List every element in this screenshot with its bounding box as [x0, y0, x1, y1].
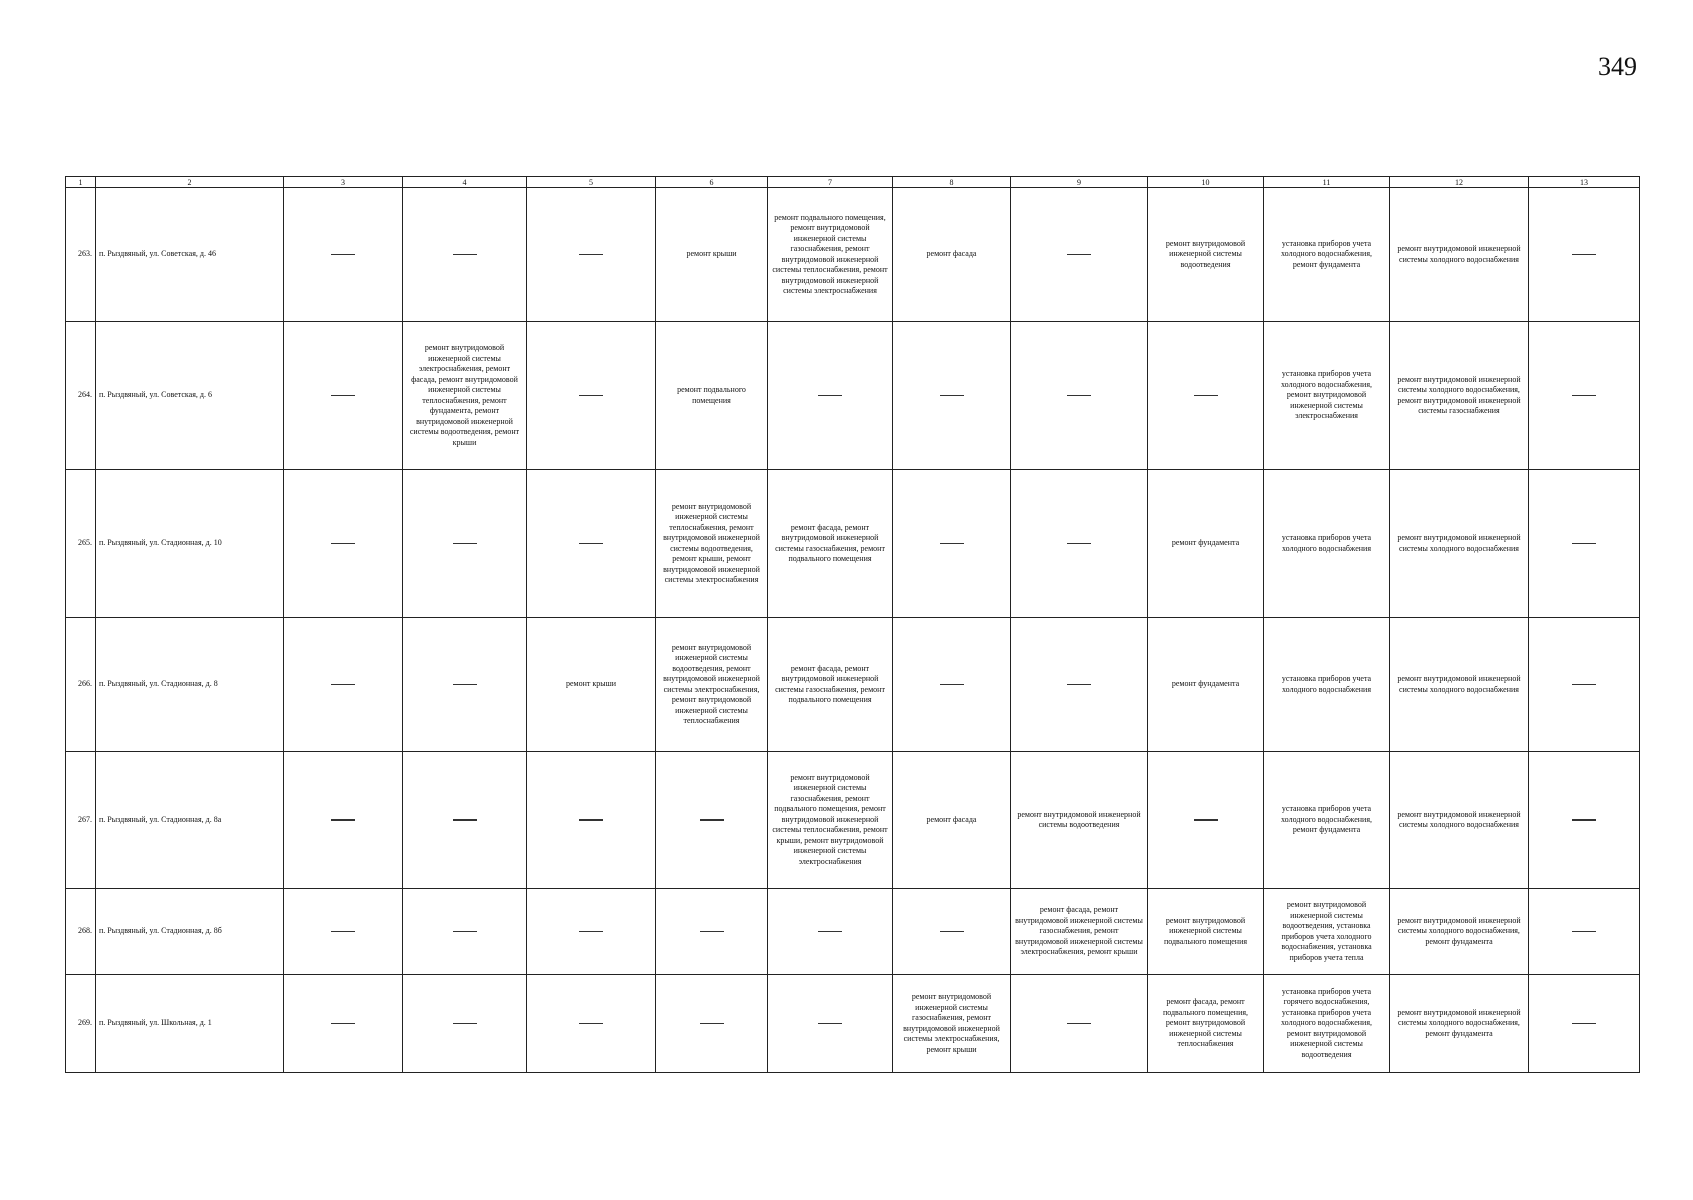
- dash-mark: [579, 931, 603, 933]
- empty-cell: [893, 618, 1011, 752]
- dash-mark: [331, 819, 355, 821]
- column-number: 7: [768, 177, 893, 188]
- dash-mark: [331, 931, 355, 933]
- empty-cell: [1529, 618, 1640, 752]
- empty-cell: [893, 322, 1011, 470]
- work-cell: установка приборов учета холодного водоснабжения: [1264, 618, 1390, 752]
- dash-mark: [331, 395, 355, 397]
- table-row: [66, 752, 1640, 889]
- empty-cell: [768, 975, 893, 1073]
- dash-mark: [1572, 684, 1596, 686]
- dash-mark: [1194, 819, 1218, 821]
- empty-cell: [284, 618, 403, 752]
- table-row: [66, 889, 1640, 975]
- address-cell: п. Рыздвяный, ул. Советская, д. 46: [96, 188, 284, 322]
- table-row: [66, 322, 1640, 470]
- empty-cell: [1529, 889, 1640, 975]
- empty-cell: [403, 889, 527, 975]
- dash-mark: [1067, 684, 1091, 686]
- dash-mark: [1194, 395, 1218, 397]
- empty-cell: [656, 889, 768, 975]
- dash-mark: [818, 395, 842, 397]
- dash-mark: [818, 1023, 842, 1025]
- empty-cell: [527, 752, 656, 889]
- work-cell: ремонт внутридомовой инженерной системы водоотведения: [1148, 188, 1264, 322]
- empty-cell: [527, 470, 656, 618]
- empty-cell: [284, 752, 403, 889]
- row-number: 265.: [66, 470, 96, 618]
- dash-mark: [1572, 931, 1596, 933]
- dash-mark: [1067, 1023, 1091, 1025]
- row-number: 269.: [66, 975, 96, 1073]
- table-row: [66, 188, 1640, 322]
- empty-cell: [656, 752, 768, 889]
- column-number: 9: [1011, 177, 1148, 188]
- dash-mark: [1572, 543, 1596, 545]
- column-number: 13: [1529, 177, 1640, 188]
- empty-cell: [284, 889, 403, 975]
- dash-mark: [1067, 254, 1091, 256]
- dash-mark: [1067, 395, 1091, 397]
- dash-mark: [579, 543, 603, 545]
- empty-cell: [403, 188, 527, 322]
- dash-mark: [940, 395, 964, 397]
- work-cell: ремонт внутридомовой инженерной системы водоотведения, установка приборов учета холодного водоснабжения, установка приборов учета тепла: [1264, 889, 1390, 975]
- empty-cell: [1529, 322, 1640, 470]
- work-cell: установка приборов учета холодного водоснабжения, ремонт фундамента: [1264, 188, 1390, 322]
- dash-mark: [331, 684, 355, 686]
- empty-cell: [403, 752, 527, 889]
- dash-mark: [579, 395, 603, 397]
- dash-mark: [700, 819, 724, 821]
- column-number: 6: [656, 177, 768, 188]
- address-cell: п. Рыздвяный, ул. Стадионная, д. 8а: [96, 752, 284, 889]
- empty-cell: [527, 188, 656, 322]
- work-cell: ремонт фундамента: [1148, 618, 1264, 752]
- work-cell: установка приборов учета горячего водоснабжения, установка приборов учета холодного водоснабжения, ремонт внутридомовой инженерной системы водоотведения: [1264, 975, 1390, 1073]
- empty-cell: [284, 188, 403, 322]
- work-cell: ремонт внутридомовой инженерной системы холодного водоснабжения, ремонт внутридомовой инженерной системы газоснабжения: [1390, 322, 1529, 470]
- work-cell: ремонт внутридомовой инженерной системы холодного водоснабжения: [1390, 618, 1529, 752]
- work-cell: ремонт фасада, ремонт внутридомовой инженерной системы газоснабжения, ремонт внутридомовой инженерной системы электроснабжения, ремонт крыши: [1011, 889, 1148, 975]
- work-cell: ремонт внутридомовой инженерной системы подвального помещения: [1148, 889, 1264, 975]
- dash-mark: [579, 254, 603, 256]
- dash-mark: [579, 1023, 603, 1025]
- row-number: 266.: [66, 618, 96, 752]
- dash-mark: [331, 1023, 355, 1025]
- empty-cell: [1148, 752, 1264, 889]
- dash-mark: [700, 931, 724, 933]
- dash-mark: [331, 543, 355, 545]
- column-number: 3: [284, 177, 403, 188]
- row-number: 268.: [66, 889, 96, 975]
- work-cell: ремонт внутридомовой инженерной системы электроснабжения, ремонт фасада, ремонт внутридомовой инженерной системы теплоснабжения, ремонт фундамента, ремонт внутридомовой инженерной системы водоотведения, ремонт крыши: [403, 322, 527, 470]
- empty-cell: [403, 618, 527, 752]
- work-cell: ремонт фасада: [893, 752, 1011, 889]
- work-cell: ремонт внутридомовой инженерной системы газоснабжения, ремонт подвального помещения, ремонт внутридомовой инженерной системы теплоснабжения, ремонт крыши, ремонт внутридомовой инженерной системы электроснабжения: [768, 752, 893, 889]
- work-cell: ремонт крыши: [527, 618, 656, 752]
- column-number: 5: [527, 177, 656, 188]
- dash-mark: [818, 931, 842, 933]
- work-cell: ремонт фасада, ремонт внутридомовой инженерной системы газоснабжения, ремонт подвального помещения: [768, 618, 893, 752]
- work-cell: ремонт внутридомовой инженерной системы холодного водоснабжения, ремонт фундамента: [1390, 975, 1529, 1073]
- work-cell: ремонт фасада, ремонт подвального помещения, ремонт внутридомовой инженерной системы теплоснабжения: [1148, 975, 1264, 1073]
- row-number: 267.: [66, 752, 96, 889]
- empty-cell: [1148, 322, 1264, 470]
- work-cell: ремонт фасада, ремонт внутридомовой инженерной системы газоснабжения, ремонт подвального помещения: [768, 470, 893, 618]
- dash-mark: [1067, 543, 1091, 545]
- work-cell: ремонт внутридомовой инженерной системы газоснабжения, ремонт внутридомовой инженерной системы электроснабжения, ремонт крыши: [893, 975, 1011, 1073]
- empty-cell: [656, 975, 768, 1073]
- empty-cell: [893, 889, 1011, 975]
- work-cell: ремонт внутридомовой инженерной системы водоотведения, ремонт внутридомовой инженерной системы электроснабжения, ремонт внутридомовой инженерной системы теплоснабжения: [656, 618, 768, 752]
- work-cell: ремонт подвального помещения: [656, 322, 768, 470]
- work-cell: ремонт внутридомовой инженерной системы холодного водоснабжения: [1390, 470, 1529, 618]
- empty-cell: [403, 975, 527, 1073]
- empty-cell: [1011, 188, 1148, 322]
- empty-cell: [1011, 618, 1148, 752]
- empty-cell: [768, 322, 893, 470]
- column-number: 12: [1390, 177, 1529, 188]
- dash-mark: [1572, 395, 1596, 397]
- empty-cell: [893, 470, 1011, 618]
- dash-mark: [331, 254, 355, 256]
- dash-mark: [453, 819, 477, 821]
- dash-mark: [940, 931, 964, 933]
- column-number: 1: [66, 177, 96, 188]
- address-cell: п. Рыздвяный, ул. Школьная, д. 1: [96, 975, 284, 1073]
- address-cell: п. Рыздвяный, ул. Советская, д. 6: [96, 322, 284, 470]
- empty-cell: [1529, 752, 1640, 889]
- work-cell: установка приборов учета холодного водоснабжения: [1264, 470, 1390, 618]
- empty-cell: [403, 470, 527, 618]
- work-cell: ремонт внутридомовой инженерной системы теплоснабжения, ремонт внутридомовой инженерной системы водоотведения, ремонт крыши, ремонт внутридомовой инженерной системы электроснабжения: [656, 470, 768, 618]
- work-cell: ремонт крыши: [656, 188, 768, 322]
- address-cell: п. Рыздвяный, ул. Стадионная, д. 10: [96, 470, 284, 618]
- dash-mark: [1572, 254, 1596, 256]
- work-cell: ремонт внутридомовой инженерной системы холодного водоснабжения: [1390, 188, 1529, 322]
- work-cell: установка приборов учета холодного водоснабжения, ремонт внутридомовой инженерной системы электроснабжения: [1264, 322, 1390, 470]
- work-cell: ремонт подвального помещения, ремонт внутридомовой инженерной системы газоснабжения, ремонт внутридомовой инженерной системы теплоснабжения, ремонт внутридомовой инженерной системы электроснабжения: [768, 188, 893, 322]
- empty-cell: [1529, 470, 1640, 618]
- empty-cell: [1011, 322, 1148, 470]
- empty-cell: [768, 889, 893, 975]
- dash-mark: [940, 684, 964, 686]
- empty-cell: [1529, 975, 1640, 1073]
- work-cell: установка приборов учета холодного водоснабжения, ремонт фундамента: [1264, 752, 1390, 889]
- column-number: 8: [893, 177, 1011, 188]
- dash-mark: [453, 1023, 477, 1025]
- empty-cell: [284, 470, 403, 618]
- work-cell: ремонт фасада: [893, 188, 1011, 322]
- page-number: 349: [1598, 52, 1637, 81]
- dash-mark: [579, 819, 603, 821]
- work-cell: ремонт внутридомовой инженерной системы холодного водоснабжения: [1390, 752, 1529, 889]
- column-number: 2: [96, 177, 284, 188]
- address-cell: п. Рыздвяный, ул. Стадионная, д. 8: [96, 618, 284, 752]
- address-cell: п. Рыздвяный, ул. Стадионная, д. 8б: [96, 889, 284, 975]
- empty-cell: [284, 975, 403, 1073]
- column-number: 11: [1264, 177, 1390, 188]
- row-number: 264.: [66, 322, 96, 470]
- dash-mark: [453, 543, 477, 545]
- dash-mark: [700, 1023, 724, 1025]
- empty-cell: [527, 975, 656, 1073]
- empty-cell: [1011, 470, 1148, 618]
- column-number: 10: [1148, 177, 1264, 188]
- empty-cell: [1011, 975, 1148, 1073]
- dash-mark: [940, 543, 964, 545]
- dash-mark: [453, 254, 477, 256]
- table-row: [66, 470, 1640, 618]
- table-row: [66, 618, 1640, 752]
- dash-mark: [453, 684, 477, 686]
- column-number: 4: [403, 177, 527, 188]
- empty-cell: [284, 322, 403, 470]
- dash-mark: [1572, 1023, 1596, 1025]
- dash-mark: [1572, 819, 1596, 821]
- work-cell: ремонт внутридомовой инженерной системы холодного водоснабжения, ремонт фундамента: [1390, 889, 1529, 975]
- empty-cell: [527, 889, 656, 975]
- repair-schedule-table: [65, 176, 1640, 1073]
- dash-mark: [453, 931, 477, 933]
- row-number: 263.: [66, 188, 96, 322]
- empty-cell: [527, 322, 656, 470]
- work-cell: ремонт внутридомовой инженерной системы водоотведения: [1011, 752, 1148, 889]
- work-cell: ремонт фундамента: [1148, 470, 1264, 618]
- table-row: [66, 975, 1640, 1073]
- column-number-row: [66, 177, 1640, 188]
- empty-cell: [1529, 188, 1640, 322]
